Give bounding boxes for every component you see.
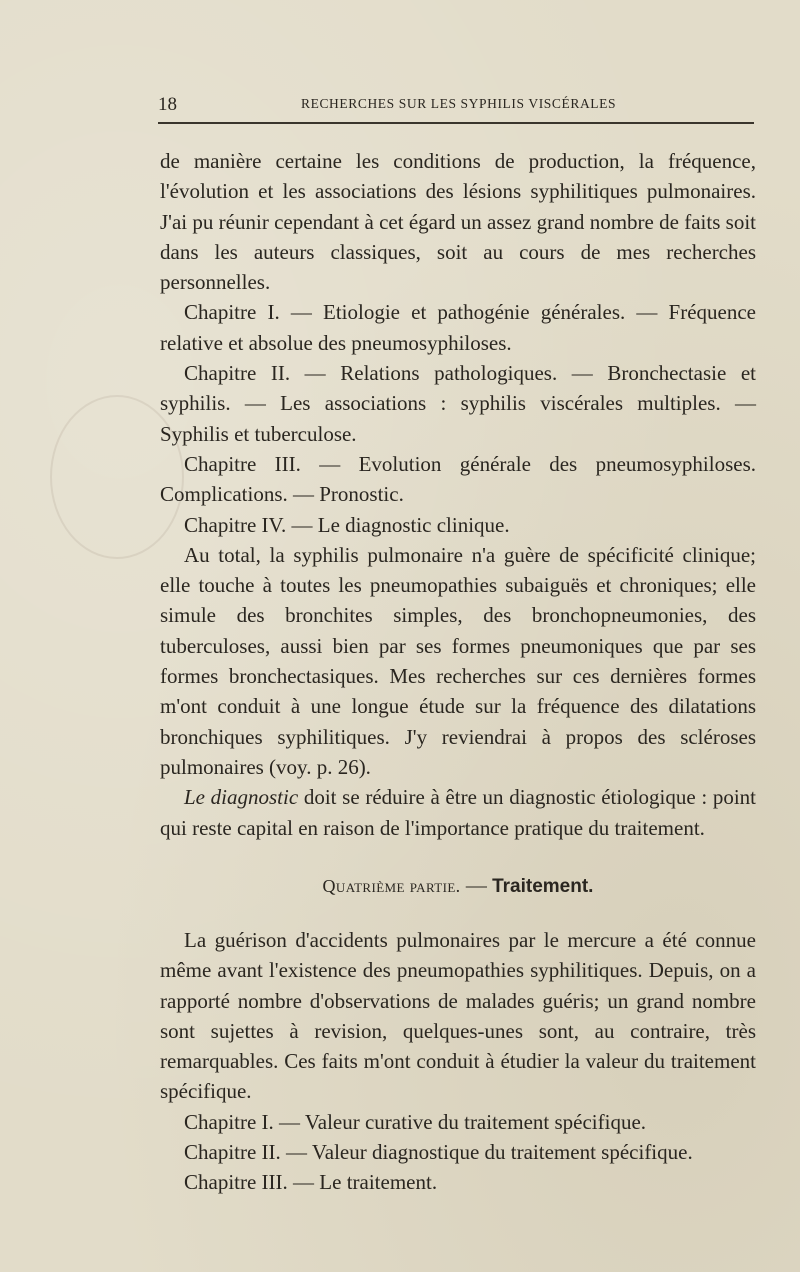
page-number: 18 <box>158 94 177 115</box>
section-title: Traitement. <box>492 876 594 897</box>
chapter-line: Chapitre II. — Valeur diagnostique du traitement spécifique. <box>184 1140 693 1165</box>
paragraph: de manière certaine les conditions de production, la fréquence, l'évolution et les associations des lésions syphilitiques pulmonaires. J'ai pu réunir cependant à cet égard un assez grand nombre de faits soit dans les auteurs classiques, soit au cours de mes recherches personnelles. <box>160 149 756 295</box>
paragraph: Au total, la syphilis pulmonaire n'a guère de spécificité clinique; elle touche à toutes les pneumopathies subaiguës et chroniques; elle simule des bronchites simples, des bronchopneumonies, des tuberculoses, aussi bien par ses formes pneumoniques que par ses formes bronchectasiques. Mes recherches sur ces dernières formes m'ont conduit à une longue étude sur la fréquence des dilatations bronchiques syphilitiques. J'y reviendrai à propos des scléroses pulmonaires (voy. p. 26). <box>160 542 756 779</box>
part-label: Quatrième partie. <box>322 876 461 896</box>
paragraph: La guérison d'accidents pulmonaires par le mercure a été connue même avant l'existence des pneumopathies syphilitiques. Depuis, on a rapporté nombre d'observations de malades guéris; un grand nombre sont sujettes à revision, quelques-unes sont, au contraire, très remarquables. Ces faits m'ont conduit à étudier la valeur du traitement spécifique. <box>160 928 756 1104</box>
chapter-line: Chapitre I. — Etiologie et pathogénie générales. — Fréquence relative et absolue des pneumosyphiloses. <box>160 300 756 355</box>
body-text <box>160 146 756 843</box>
chapter-line: Chapitre III. — Evolution générale des pneumosyphiloses. Complications. — Pronostic. <box>160 451 756 507</box>
paragraph <box>160 782 756 843</box>
page-header <box>158 92 754 124</box>
chapter-line: Chapitre IV. — Le diagnostic clinique. <box>184 512 510 537</box>
chapter-line: Chapitre II. — Relations pathologiques. — Bronchectasie et syphilis. — Les associations : syphilis viscérales multiples. — Syphilis et tuberculose. <box>160 361 756 446</box>
paragraph-rest: doit se réduire à être un diagnostic étiologique : point qui reste capital en raison de l'importance pratique du traitement. <box>160 785 757 840</box>
section-body-text <box>160 925 756 1198</box>
section-heading <box>160 870 756 902</box>
chapter-line: Chapitre I. — Valeur curative du traitement spécifique. <box>184 1109 647 1134</box>
chapter-line: Chapitre III. — Le traitement. <box>184 1170 438 1195</box>
italic-term: Le diagnostic <box>184 785 299 810</box>
heading-dash: — <box>460 873 493 897</box>
running-head: RECHERCHES SUR LES SYPHILIS VISCÉRALES <box>301 96 617 111</box>
